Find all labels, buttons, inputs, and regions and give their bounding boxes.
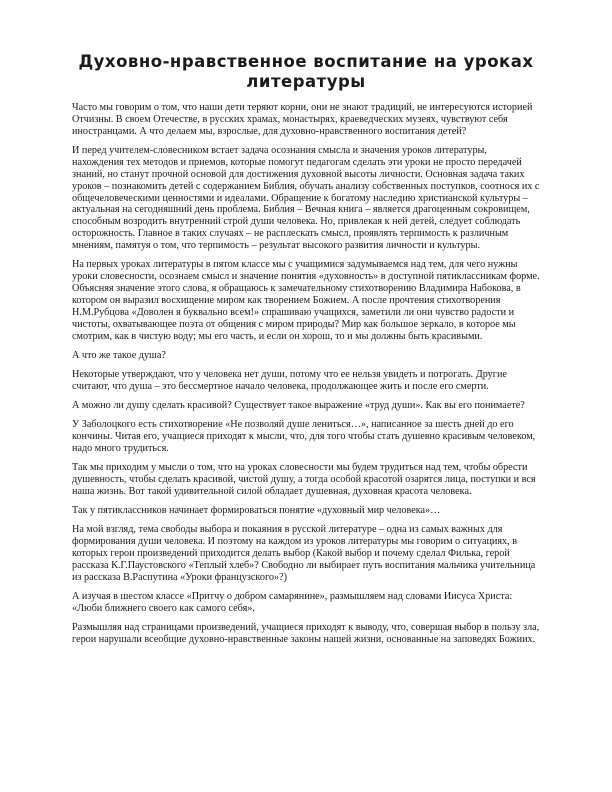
paragraph: Некоторые утверждают, что у человека нет души, потому что ее нельзя увидеть и потрогать. Другие считают, что душа – это бессмертное начало человека, продолжающее жить и после его смерти. xyxy=(72,368,507,392)
paragraph: А изучая в шестом классе «Притчу о добром самарянине», размышляем над словами Иисуса Христа: «Люби ближнего своего как самого себя». xyxy=(72,590,513,614)
paragraph: Так мы приходим у мысли о том, что на уроках словесности мы будем трудиться над тем, чтобы обрести душевность, чтобы сделать красивой, чистой душу, а тогда особой красотой озарятся лица, поступки и вся наша жизнь. Вот такой удивительной силой обладает душевная, духовная красота человека. xyxy=(72,461,536,497)
paragraph: Часто мы говорим о том, что наши дети теряют корни, они не знают традиций, не интересуются историей Отчизны. В своем Отечестве, в русских храмах, монастырях, краеведческих музеях, чувствуют себя иностранцами. А что делаем мы, взрослые, для духовно-нравственного воспитания детей? xyxy=(72,102,533,137)
paragraph: И перед учителем-словесником встает задача осознания смысла и значения уроков литературы, нахождения тех методов и приемов, которые помогут педагогам сделать эти уроки не просто передачей знаний, но станут прочной основой для достижения духовной высоты личности. Основная задача таких уроков – познакомить детей с содержанием Библия, обучать анализу собственных поступков, соотнося их с общечеловеческими ценностями и идеалами. Обращение к богатому наследию христианской культуры – актуальная на сегодняшний день проблема. Библия – Вечная книга – является драгоценным сокровищем, способным возродить внутренний строй души человека. Но, привлекая к ней детей, следует соблюдать осторожность. Главное в таких случаях – не расплескать смысл, проявлять терпимость к различным мнениям, памятуя о том, что терпимость – результат высокого развития личности и культуры. xyxy=(72,144,540,252)
paragraph: На первых уроках литературы в пятом классе мы с учащимися задумываемся над тем, для чего нужны уроки словесности, осознаем смысл и значение понятия «духовность» в доступной пятиклассникам форме. Объясняя значение этого слова, я обращаюсь к замечательному стихотворению Владимира Набокова, в котором он выразил восхищение миром как творением Божием. А после прочтения стихотворения Н.М.Рубцова «Доволен я буквально всем!» спрашиваю учащихся, заметили ли они чувство радости и чистоты, охватывающее поэта от общения с миром природы? Мир как большое зеркало, в которое мы смотрим, как в чистую воду; мы его часть, и если он хорош, то и мы должны быть красивыми. xyxy=(72,259,540,342)
paragraph: На мой взгляд, тема свободы выбора и покаяния в русской литературе – одна из самых важных для формирования души человека. И поэтому на каждом из уроков литературы мы говорим о ситуациях, в которых герои произведений приходится делать выбор (Какой выбор и почему сделал Филька, герой рассказа К.Г.Паустовского «Теплый хлеб»? Свободно ли выбирает путь воспитания мальчика учительница из рассказа В.Распутина «Уроки французского»?) xyxy=(72,523,536,583)
paragraph: А что же такое душа? xyxy=(72,349,166,361)
paragraph: А можно ли душу сделать красивой? Существует такое выражение «труд души». Как вы его понимаете? xyxy=(72,399,525,411)
page-title: Духовно-нравственное воспитание на уроках литературы xyxy=(78,52,534,91)
paragraph: У Заболоцкого есть стихотворение «Не позволяй душе лениться…», написанное за шесть дней до его кончины. Читая его, учащиеся приходят к мысли, что, для того чтобы стать душевно красивым человеком, надо много трудиться. xyxy=(72,418,536,454)
paragraph: Так у пятиклассников начинает формироваться понятие «духовный мир человека»… xyxy=(72,504,441,516)
paragraph: Размышляя над страницами произведений, учащиеся приходят к выводу, что, совершая выбор в пользу зла, герои нарушали всеобщие духовно-нравственные законы нашей жизни, основанные на заповедях Божиих. xyxy=(72,621,540,645)
